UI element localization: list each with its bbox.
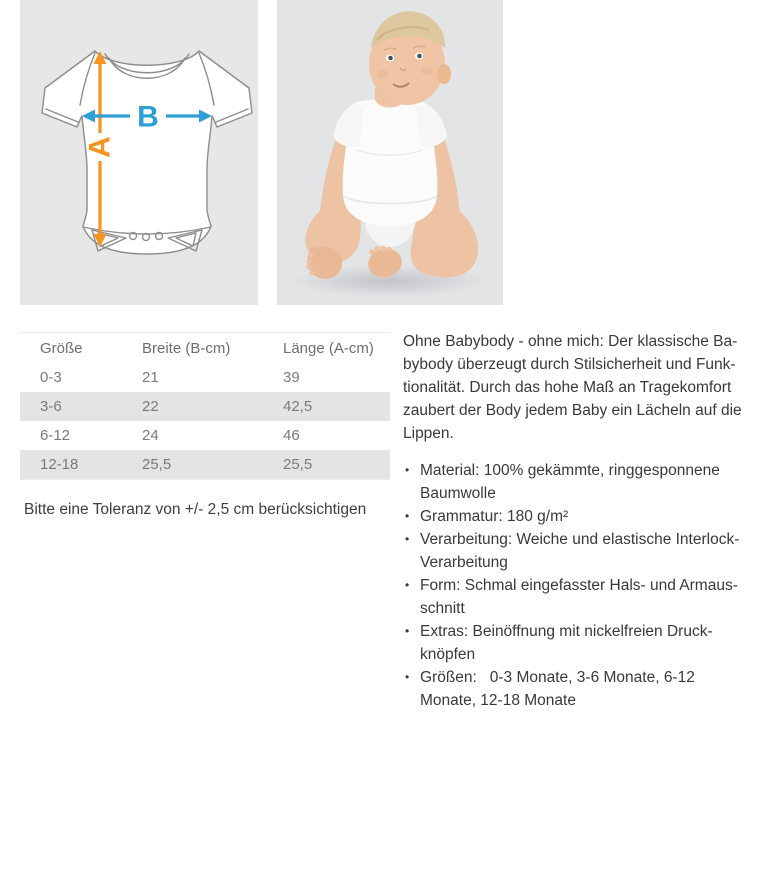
list-item [403,620,755,666]
cell-groesse: 6-12 [40,427,71,444]
col-header-groesse: Größe [40,339,83,357]
list-item-text: Extras: Beinöffnung mit nickelfreien Druckknöpfen [420,623,713,663]
description-intro: Ohne Babybody - ohne mich: Der klassische Babybody überzeugt durch Stilsicherheit und Funktionalität. Durch das hohe Maß an Tragekomfort zaubert der Body jedem Baby ein Lächeln auf die Lippen. [403,333,742,442]
tolerance-note: Bitte eine Toleranz von +/- 2,5 cm berücksichtigen [24,501,367,518]
cell-groesse: 12-18 [40,456,79,473]
product-description [403,330,755,712]
cell-laenge: 42,5 [283,398,313,415]
cell-laenge: 39 [283,369,300,386]
cell-groesse: 3-6 [40,398,62,415]
size-diagram-panel [20,0,258,305]
list-item-text: Größen: 0-3 Monate, 3-6 Monate, 6-12 Monate, 12-18 Monate [420,669,700,709]
cell-breite: 24 [142,427,159,444]
bullet-icon: • [405,509,410,523]
list-item [403,505,755,528]
baby-photo [277,0,503,305]
col-header-breite: Breite (B-cm) [142,339,231,357]
list-item-text: Grammatur: 180 g/m² [420,508,569,525]
table-row [20,421,390,450]
measure-label-a: A [83,136,117,158]
list-item [403,528,755,574]
cell-laenge: 25,5 [283,456,313,473]
bodysuit-outline-icon [42,51,252,254]
list-item-text: Form: Schmal eingefasster Hals- und Armausschnitt [420,577,738,617]
cell-breite: 25,5 [142,456,172,473]
feature-list [403,459,755,712]
list-item-text: Verarbeitung: Weiche und elastische Interlock-Verarbeitung [420,531,740,571]
bullet-icon: • [405,670,410,684]
cell-breite: 21 [142,369,159,386]
size-table-body [20,363,390,480]
bullet-icon: • [405,532,410,546]
cell-breite: 22 [142,398,159,415]
measure-label-b: B [137,100,159,134]
table-row [20,363,390,392]
list-item [403,666,755,712]
size-diagram-graphic [20,0,258,305]
size-table-header [20,333,390,364]
table-row [20,450,390,480]
product-photo-panel [277,0,503,305]
bullet-icon: • [405,463,410,477]
col-header-laenge: Länge (A-cm) [283,339,374,357]
cell-laenge: 46 [283,427,300,444]
bullet-icon: • [405,578,410,592]
list-item [403,459,755,505]
size-table [20,332,390,480]
list-item-text: Material: 100% gekämmte, ringgesponnene Baumwolle [420,462,725,502]
table-row [20,392,390,421]
bullet-icon: • [405,624,410,638]
list-item [403,574,755,620]
cell-groesse: 0-3 [40,369,62,386]
